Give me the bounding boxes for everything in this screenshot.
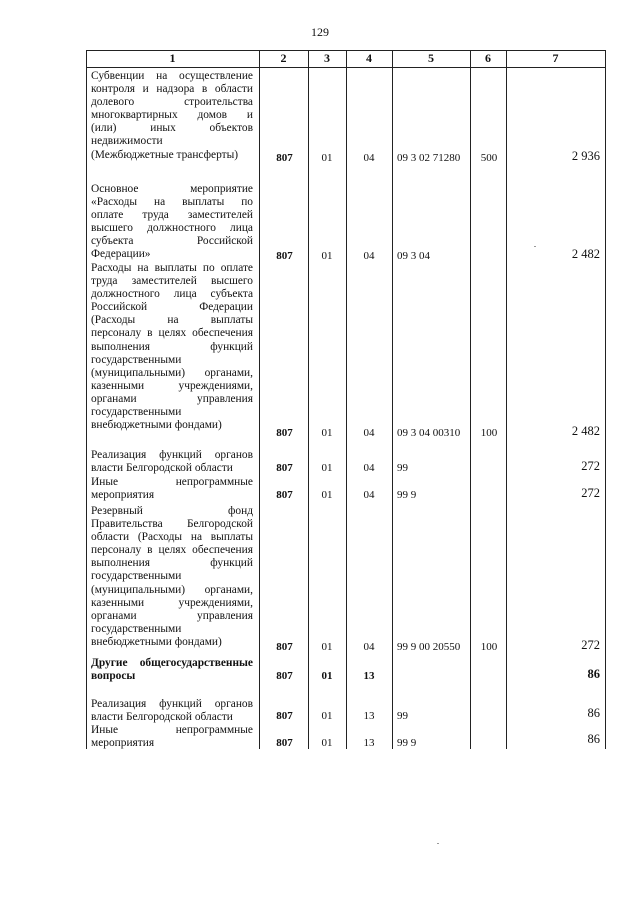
cell-subsection: 04 [363,250,375,262]
desc-line: многоквартирных домов и [91,109,253,122]
row-description [91,698,253,724]
col-border-6 [506,50,507,749]
desc-line: (Межбюджетные трансферты) [91,148,239,161]
desc-line: Реализация функций органов [91,449,253,461]
header-col-7: 7 [552,51,559,65]
cell-amount: 2 936 [571,149,600,163]
scan-speck [437,843,439,844]
cell-admin-code: 807 [276,710,293,722]
desc-line: персоналу в целях обеспечения [91,327,253,340]
desc-line: Основное мероприятие [91,183,253,195]
desc-line: Расходы на выплаты по оплате [91,262,253,274]
cell-target-article: 99 [397,710,408,722]
cell-target-article: 99 9 [397,737,417,749]
row-description [91,70,253,162]
cell-target-article: 09 3 04 00310 [397,427,461,439]
desc-line: государственными [91,622,182,635]
desc-line: (Расходы на выплаты [91,314,253,327]
cell-amount: 2 482 [571,247,600,261]
desc-line: (муниципальными) органами, [91,583,253,596]
desc-line: Резервный фонд [91,505,253,517]
scan-speck [534,246,536,247]
desc-line: Российской Федерации [91,301,253,314]
cell-admin-code: 807 [276,641,293,653]
cell-admin-code: 807 [276,489,293,501]
desc-line: субъекта Российской [91,235,253,248]
desc-line: Федерации» [91,248,151,261]
cell-target-article: 99 [397,462,408,474]
desc-line: Субвенции на осуществление [91,70,253,82]
cell-target-article: 09 3 04 [397,250,430,262]
cell-section: 01 [321,641,333,653]
col-border-4 [392,50,393,749]
header-col-1: 1 [169,51,176,65]
desc-line: вопросы [91,670,136,683]
desc-line: выполнения функций [91,557,253,570]
desc-line: казенными учреждениями, [91,596,253,609]
desc-line: «Расходы на выплаты по [91,196,253,209]
desc-line: власти Белгородской области [91,462,233,475]
desc-line: органами управления [91,609,253,622]
cell-subsection: 13 [363,710,375,722]
cell-target-article: 09 3 02 71280 [397,152,461,164]
cell-amount: 272 [581,486,600,500]
desc-line: долевого строительства [91,96,253,109]
row-description [91,183,253,262]
desc-line: государственными [91,406,182,419]
desc-line: контроля и надзора в области [91,83,253,96]
header-col-3: 3 [324,51,330,65]
desc-line: (муниципальными) органами, [91,366,253,379]
cell-amount: 272 [581,459,600,473]
cell-admin-code: 807 [276,462,293,474]
header-col-6: 6 [485,51,491,65]
page-number: 129 [311,25,329,39]
cell-admin-code: 807 [276,250,293,262]
desc-line: выполнения функций [91,340,253,353]
cell-amount: 86 [587,732,600,746]
row-description [91,724,253,750]
cell-target-article: 99 9 00 20550 [397,641,461,653]
col-border-7 [605,50,606,749]
cell-subsection: 04 [363,489,375,501]
desc-line: Правительства Белгородской [91,518,253,531]
cell-section: 01 [321,152,333,164]
cell-expense-type: 100 [480,641,498,653]
cell-amount: 86 [587,706,600,720]
row-description [91,262,253,432]
cell-admin-code: 807 [276,427,293,439]
cell-section: 01 [321,462,333,474]
desc-line: высшего должностного лица [91,222,253,235]
desc-line: Реализация функций органов [91,698,253,710]
cell-expense-type: 100 [480,427,498,439]
desc-line: Иные непрограммные [91,476,253,488]
col-border-5 [470,50,471,749]
cell-amount: 86 [587,667,600,681]
desc-line: области (Расходы на выплаты [91,531,253,544]
row-description [91,657,253,683]
row-description [91,505,253,649]
desc-line: Иные непрограммные [91,724,253,736]
desc-line: персоналу в целях обеспечения [91,544,253,557]
desc-line: должностного лица субъекта [91,288,253,301]
cell-amount: 2 482 [571,424,600,438]
desc-line: казенными учреждениями, [91,379,253,392]
col-border-0 [86,50,87,749]
cell-admin-code: 807 [276,152,293,164]
desc-line: власти Белгородской области [91,711,233,724]
cell-amount: 272 [581,638,600,652]
desc-line: государственными [91,353,182,366]
row-description [91,476,253,502]
cell-section: 01 [321,427,333,439]
col-border-1 [259,50,260,749]
desc-line: недвижимости [91,135,163,148]
desc-line: Другие общегосударственные [91,657,253,669]
desc-line: органами управления [91,392,253,405]
row-description [91,449,253,475]
cell-subsection: 04 [363,152,375,164]
cell-section: 01 [321,670,333,682]
header-col-5: 5 [428,51,434,65]
header-col-2: 2 [280,51,287,65]
desc-line: внебюджетными фондами) [91,635,222,648]
cell-subsection: 13 [363,737,375,749]
desc-line: государственными [91,570,182,583]
desc-line: (или) иных объектов [91,122,253,135]
cell-admin-code: 807 [276,670,293,682]
cell-section: 01 [321,710,333,722]
desc-line: мероприятия [91,489,155,502]
cell-section: 01 [321,489,333,501]
desc-line: мероприятия [91,737,155,750]
cell-subsection: 13 [363,670,375,682]
desc-line: труда заместителей высшего [91,275,253,288]
desc-line: внебюджетными фондами) [91,419,222,432]
cell-section: 01 [321,737,333,749]
cell-admin-code: 807 [276,737,293,749]
cell-expense-type: 500 [480,152,498,164]
cell-subsection: 04 [363,427,375,439]
header-col-4: 4 [366,51,372,65]
cell-section: 01 [321,250,333,262]
cell-subsection: 04 [363,641,375,653]
desc-line: оплате труда заместителей [91,209,253,222]
cell-target-article: 99 9 [397,489,417,501]
cell-subsection: 04 [363,462,375,474]
